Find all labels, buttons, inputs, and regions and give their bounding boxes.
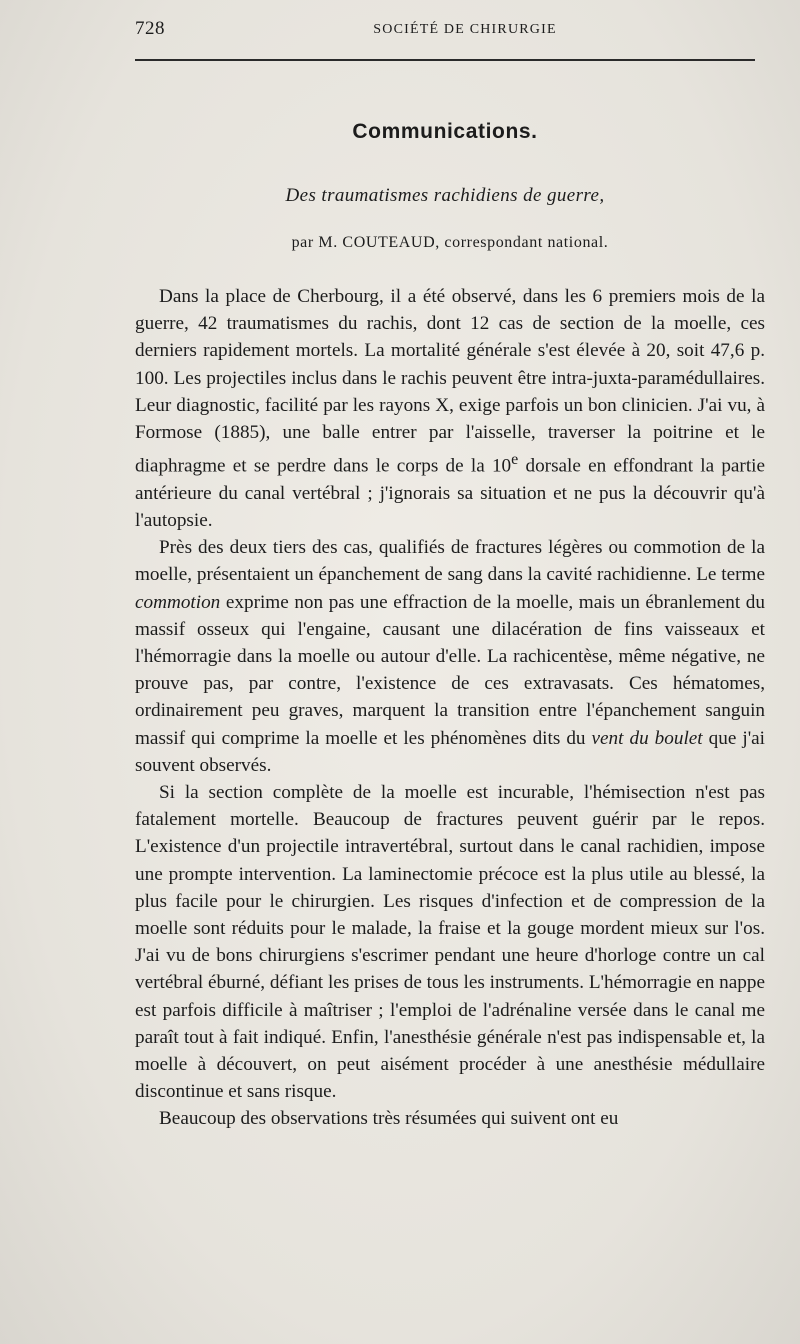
paragraph-text: que j'ai souvent observés.: [135, 727, 765, 776]
paragraph-3: Si la section complète de la moelle est incurable, l'hémisection n'est pas fatalement mortelle. Beaucoup de fractures peuvent guérir par le repos. L'existence d'un projectile intravertébral, surtout dans le canal rachidien, impose une prompte intervention. La laminectomie précoce est la plus utile au blessé, la plus facile pour le chirurgien. Les risques d'infection et de compression de la moelle sont réduits pour le malade, la fraise et la gouge mordent mieux sur l'os. J'ai vu de bons chirurgiens s'escrimer pendant une heure d'horloge contre un cal vertébral éburné, défiant les prises de tous les instruments. L'hémorragie en nappe est parfois difficile à maîtriser ; l'emploi de l'adrénaline versée dans le canal me paraît tout à fait indiqué. Enfin, l'anesthésie générale n'est pas indispensable et, la moelle à découvert, on peut aisément procéder à une anesthésie médullaire discontinue et sans risque.: [135, 782, 765, 1103]
paragraph-text: dorsale en effondrant la partie antérieure du canal vertébral ; j'ignorais sa situation et ne pus la découvrir qu'à l'autopsie.: [135, 455, 765, 532]
article-body: [135, 283, 765, 1133]
italic-term: commotion: [135, 591, 221, 613]
paragraph-text: Près des deux tiers des cas, qualifiés de fractures légères ou commotion de la moelle, présentaient un épanchement de sang dans la cavité rachidienne. Le terme: [135, 537, 765, 586]
article-title: Des traumatismes rachidiens de guerre,: [285, 185, 605, 206]
running-head: SOCIÉTÉ DE CHIRURGIE: [373, 22, 557, 37]
page-number: 728: [135, 18, 165, 39]
paragraph-2: [135, 534, 765, 779]
paragraph-text: Dans la place de Cherbourg, il a été observé, dans les 6 premiers mois de la guerre, 42 traumatismes du rachis, dont 12 cas de section de la moelle, ces derniers rapidement mortels. La mortalité générale s'est élevée à 20, soit 47,6 p. 100. Les projectiles inclus dans le rachis peuvent être intra-juxta-paramédullaires. Leur diagnostic, facilité par les rayons X, exige parfois un bon clinicien. J'ai vu, à Formose (1885), une balle entrer par l'aisselle, traverser la poitrine et le diaphragme et se perdre dans le corps de la 10: [135, 286, 765, 477]
page-header: [135, 18, 755, 46]
paragraph-4: Beaucoup des observations très résumées qui suivent ont eu: [159, 1108, 619, 1130]
paragraph-1: [135, 283, 765, 534]
header-rule: [135, 59, 755, 61]
paragraph-text: exprime non pas une effraction de la moelle, mais un ébranlement du massif osseux qui l'engaine, causant une dilacération de fins vaisseaux et l'hémorragie dans la moelle ou autour d'elle. La rachicentèse, même négative, ne prouve pas, par contre, l'existence de ces extravasats. Ces hématomes, ordinairement peu graves, marquent la transition entre l'épanchement sanguin massif qui comprime la moelle et les phénomènes dits du: [135, 591, 765, 749]
byline: par M. COUTEAUD, correspondant national.: [291, 234, 609, 251]
italic-term: vent du boulet: [591, 727, 703, 749]
superscript: e: [511, 451, 519, 469]
section-title: Communications.: [352, 120, 538, 143]
